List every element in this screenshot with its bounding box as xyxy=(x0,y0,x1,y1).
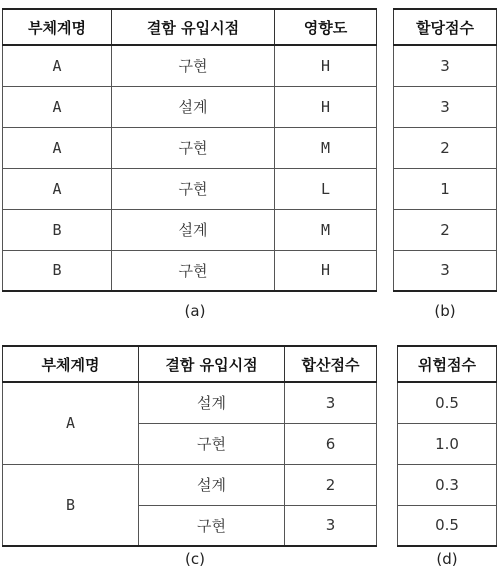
table-row xyxy=(3,127,377,168)
header-subsystem-name: 부체계명 xyxy=(3,9,112,45)
defect-point-cell: 구현 xyxy=(112,45,275,86)
subsystem-cell: B xyxy=(3,209,112,250)
impact-cell: H xyxy=(275,86,377,127)
risk-score-cell: 1.0 xyxy=(398,423,497,464)
table-row xyxy=(394,86,497,127)
table-row xyxy=(398,423,497,464)
table-row xyxy=(3,250,377,291)
assigned-score-cell: 3 xyxy=(394,86,497,127)
defect-point-cell: 설계 xyxy=(112,86,275,127)
table-row xyxy=(3,382,377,423)
table-row xyxy=(394,209,497,250)
subsystem-group-cell: A xyxy=(3,382,139,464)
table-row xyxy=(394,45,497,86)
assigned-score-cell: 1 xyxy=(394,168,497,209)
table-row xyxy=(3,168,377,209)
header-impact: 영향도 xyxy=(275,9,377,45)
defect-point-cell: 구현 xyxy=(112,250,275,291)
caption-a: (a) xyxy=(184,302,206,320)
risk-score-cell: 0.3 xyxy=(398,464,497,505)
table-row xyxy=(394,168,497,209)
risk-score-cell: 0.5 xyxy=(398,505,497,546)
header-defect-introduction-point: 결함 유입시점 xyxy=(112,9,275,45)
impact-cell: L xyxy=(275,168,377,209)
impact-cell: M xyxy=(275,209,377,250)
header-summed-score: 합산점수 xyxy=(285,346,377,382)
subsystem-cell: A xyxy=(3,45,112,86)
caption-d: (d) xyxy=(436,550,458,568)
summed-score-cell: 3 xyxy=(285,505,377,546)
table-row xyxy=(398,382,497,423)
table-row xyxy=(3,45,377,86)
subsystem-cell: A xyxy=(3,127,112,168)
defect-point-cell: 구현 xyxy=(139,505,285,546)
header-risk-score: 위험점수 xyxy=(398,346,497,382)
summed-score-cell: 2 xyxy=(285,464,377,505)
summed-score-cell: 3 xyxy=(285,382,377,423)
table-c xyxy=(2,345,377,547)
subsystem-cell: B xyxy=(3,250,112,291)
subsystem-cell: A xyxy=(3,168,112,209)
header-subsystem-name: 부체계명 xyxy=(3,346,139,382)
assigned-score-cell: 3 xyxy=(394,45,497,86)
defect-point-cell: 구현 xyxy=(112,168,275,209)
table-row xyxy=(398,464,497,505)
table-row xyxy=(394,250,497,291)
caption-b: (b) xyxy=(434,302,456,320)
table-row xyxy=(3,86,377,127)
table-row xyxy=(3,464,377,505)
table-row xyxy=(398,505,497,546)
table-a xyxy=(2,8,377,292)
subsystem-cell: A xyxy=(3,86,112,127)
defect-point-cell: 구현 xyxy=(112,127,275,168)
caption-c: (c) xyxy=(185,550,205,568)
defect-point-cell: 설계 xyxy=(112,209,275,250)
risk-score-cell: 0.5 xyxy=(398,382,497,423)
assigned-score-cell: 2 xyxy=(394,127,497,168)
summed-score-cell: 6 xyxy=(285,423,377,464)
impact-cell: H xyxy=(275,250,377,291)
header-assigned-score: 할당점수 xyxy=(394,9,497,45)
table-row xyxy=(3,209,377,250)
header-defect-introduction-point: 결함 유입시점 xyxy=(139,346,285,382)
impact-cell: M xyxy=(275,127,377,168)
assigned-score-cell: 3 xyxy=(394,250,497,291)
table-row xyxy=(394,127,497,168)
impact-cell: H xyxy=(275,45,377,86)
defect-point-cell: 설계 xyxy=(139,382,285,423)
defect-point-cell: 구현 xyxy=(139,423,285,464)
table-b xyxy=(393,8,497,292)
assigned-score-cell: 2 xyxy=(394,209,497,250)
subsystem-group-cell: B xyxy=(3,464,139,546)
defect-point-cell: 설계 xyxy=(139,464,285,505)
table-d xyxy=(397,345,497,547)
